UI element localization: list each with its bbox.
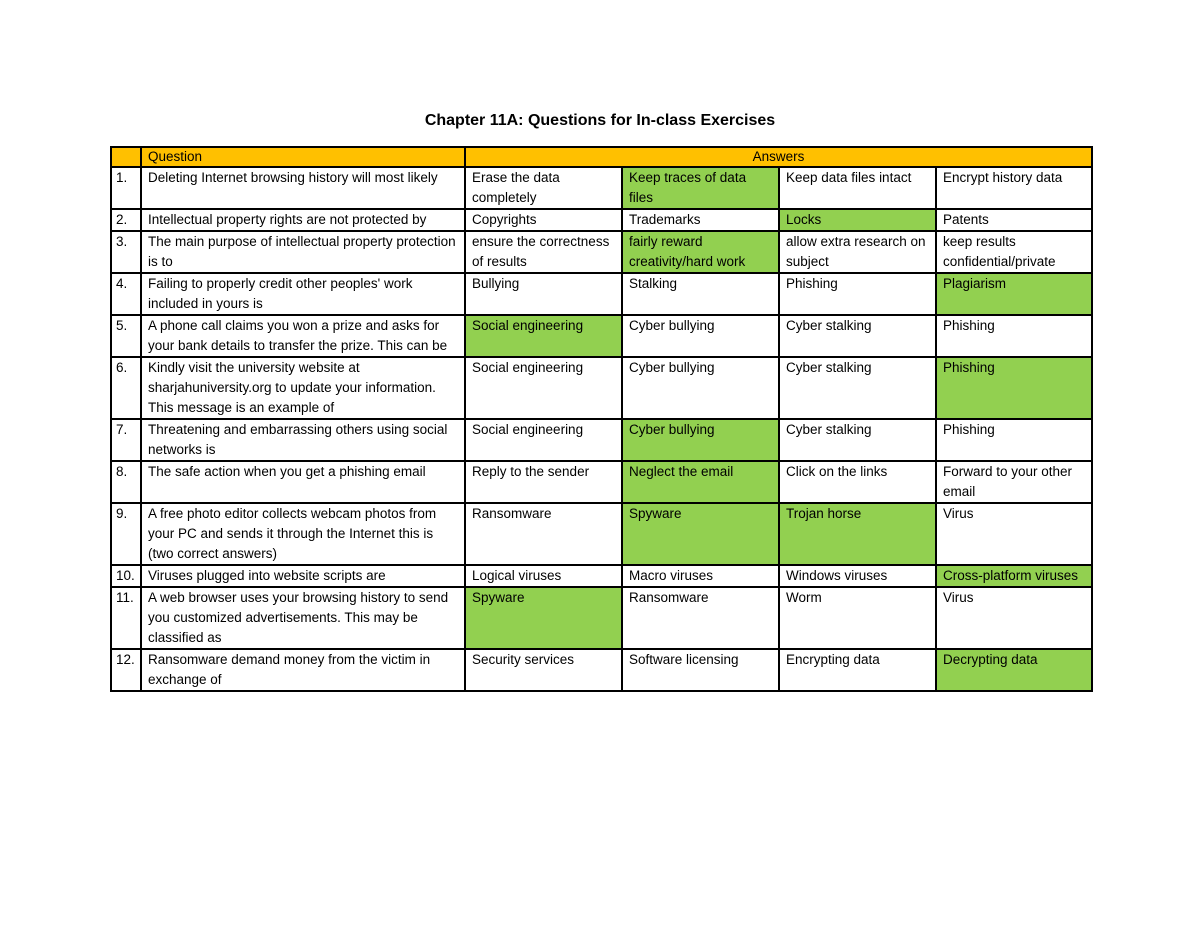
table-body bbox=[111, 167, 1092, 691]
table-row bbox=[111, 565, 1092, 587]
answer-option: Bullying bbox=[465, 273, 622, 315]
answer-option: Click on the links bbox=[779, 461, 936, 503]
answer-option: Security services bbox=[465, 649, 622, 691]
question-number: 3. bbox=[111, 231, 141, 273]
answer-option-correct: Neglect the email bbox=[622, 461, 779, 503]
question-text: A free photo editor collects webcam photos from your PC and sends it through the Internet this is (two correct answers) bbox=[141, 503, 465, 565]
question-text: Failing to properly credit other peoples' work included in yours is bbox=[141, 273, 465, 315]
question-text: Ransomware demand money from the victim in exchange of bbox=[141, 649, 465, 691]
question-number: 1. bbox=[111, 167, 141, 209]
answer-option-correct: Cyber bullying bbox=[622, 419, 779, 461]
question-text: A phone call claims you won a prize and asks for your bank details to transfer the prize. This can be bbox=[141, 315, 465, 357]
answer-option: Forward to your other email bbox=[936, 461, 1092, 503]
answer-option: Virus bbox=[936, 587, 1092, 649]
question-text: The main purpose of intellectual property protection is to bbox=[141, 231, 465, 273]
table-row bbox=[111, 231, 1092, 273]
answer-option: Worm bbox=[779, 587, 936, 649]
answer-option: Virus bbox=[936, 503, 1092, 565]
answer-option: Patents bbox=[936, 209, 1092, 231]
answer-option: Trademarks bbox=[622, 209, 779, 231]
answer-option-correct: fairly reward creativity/hard work bbox=[622, 231, 779, 273]
answer-option: Macro viruses bbox=[622, 565, 779, 587]
answer-option-correct: Phishing bbox=[936, 357, 1092, 419]
answer-option-correct: Keep traces of data files bbox=[622, 167, 779, 209]
answer-option-correct: Cross-platform viruses bbox=[936, 565, 1092, 587]
answer-option: Stalking bbox=[622, 273, 779, 315]
answer-option-correct: Locks bbox=[779, 209, 936, 231]
answer-option-correct: Trojan horse bbox=[779, 503, 936, 565]
answer-option: Phishing bbox=[779, 273, 936, 315]
table-header-row bbox=[111, 147, 1092, 167]
page-title: Chapter 11A: Questions for In-class Exercises bbox=[424, 112, 776, 129]
answer-option: Ransomware bbox=[622, 587, 779, 649]
answer-option: keep results confidential/private bbox=[936, 231, 1092, 273]
answer-option: Social engineering bbox=[465, 419, 622, 461]
answer-option-correct: Spyware bbox=[622, 503, 779, 565]
question-text: Kindly visit the university website at sharjahuniversity.org to update your information. This message is an example of bbox=[141, 357, 465, 419]
table-row bbox=[111, 419, 1092, 461]
answer-option: Windows viruses bbox=[779, 565, 936, 587]
answer-option: Phishing bbox=[936, 419, 1092, 461]
question-number: 6. bbox=[111, 357, 141, 419]
question-text: Viruses plugged into website scripts are bbox=[141, 565, 465, 587]
question-number: 10. bbox=[111, 565, 141, 587]
table-row bbox=[111, 273, 1092, 315]
question-text: The safe action when you get a phishing email bbox=[141, 461, 465, 503]
question-number: 11. bbox=[111, 587, 141, 649]
answer-option: Keep data files intact bbox=[779, 167, 936, 209]
question-number: 12. bbox=[111, 649, 141, 691]
answer-option: Encrypting data bbox=[779, 649, 936, 691]
table-row bbox=[111, 503, 1092, 565]
answer-option: Copyrights bbox=[465, 209, 622, 231]
answer-option: Logical viruses bbox=[465, 565, 622, 587]
header-answers: Answers bbox=[465, 147, 1092, 167]
answer-option: ensure the correctness of results bbox=[465, 231, 622, 273]
table-row bbox=[111, 649, 1092, 691]
question-text: Threatening and embarrassing others using social networks is bbox=[141, 419, 465, 461]
answer-option-correct: Spyware bbox=[465, 587, 622, 649]
table-row bbox=[111, 315, 1092, 357]
answer-option: Ransomware bbox=[465, 503, 622, 565]
table-row bbox=[111, 209, 1092, 231]
answer-option: Reply to the sender bbox=[465, 461, 622, 503]
question-number: 2. bbox=[111, 209, 141, 231]
table-row bbox=[111, 357, 1092, 419]
answer-option: Social engineering bbox=[465, 357, 622, 419]
answer-option: allow extra research on subject bbox=[779, 231, 936, 273]
table-row bbox=[111, 587, 1092, 649]
answer-option-correct: Decrypting data bbox=[936, 649, 1092, 691]
table-row bbox=[111, 167, 1092, 209]
answer-option-correct: Plagiarism bbox=[936, 273, 1092, 315]
questions-table bbox=[110, 146, 1093, 692]
answer-option: Cyber stalking bbox=[779, 315, 936, 357]
answer-option: Erase the data completely bbox=[465, 167, 622, 209]
answer-option: Cyber stalking bbox=[779, 419, 936, 461]
question-number: 9. bbox=[111, 503, 141, 565]
answer-option: Cyber stalking bbox=[779, 357, 936, 419]
question-number: 8. bbox=[111, 461, 141, 503]
answer-option: Software licensing bbox=[622, 649, 779, 691]
question-text: Intellectual property rights are not protected by bbox=[141, 209, 465, 231]
question-text: A web browser uses your browsing history to send you customized advertisements. This may be classified as bbox=[141, 587, 465, 649]
answer-option: Cyber bullying bbox=[622, 315, 779, 357]
question-number: 5. bbox=[111, 315, 141, 357]
table-row bbox=[111, 461, 1092, 503]
question-text: Deleting Internet browsing history will most likely bbox=[141, 167, 465, 209]
answer-option: Phishing bbox=[936, 315, 1092, 357]
question-number: 7. bbox=[111, 419, 141, 461]
answer-option: Cyber bullying bbox=[622, 357, 779, 419]
answer-option-correct: Social engineering bbox=[465, 315, 622, 357]
header-question: Question bbox=[141, 147, 465, 167]
answer-option: Encrypt history data bbox=[936, 167, 1092, 209]
question-number: 4. bbox=[111, 273, 141, 315]
header-number bbox=[111, 147, 141, 167]
